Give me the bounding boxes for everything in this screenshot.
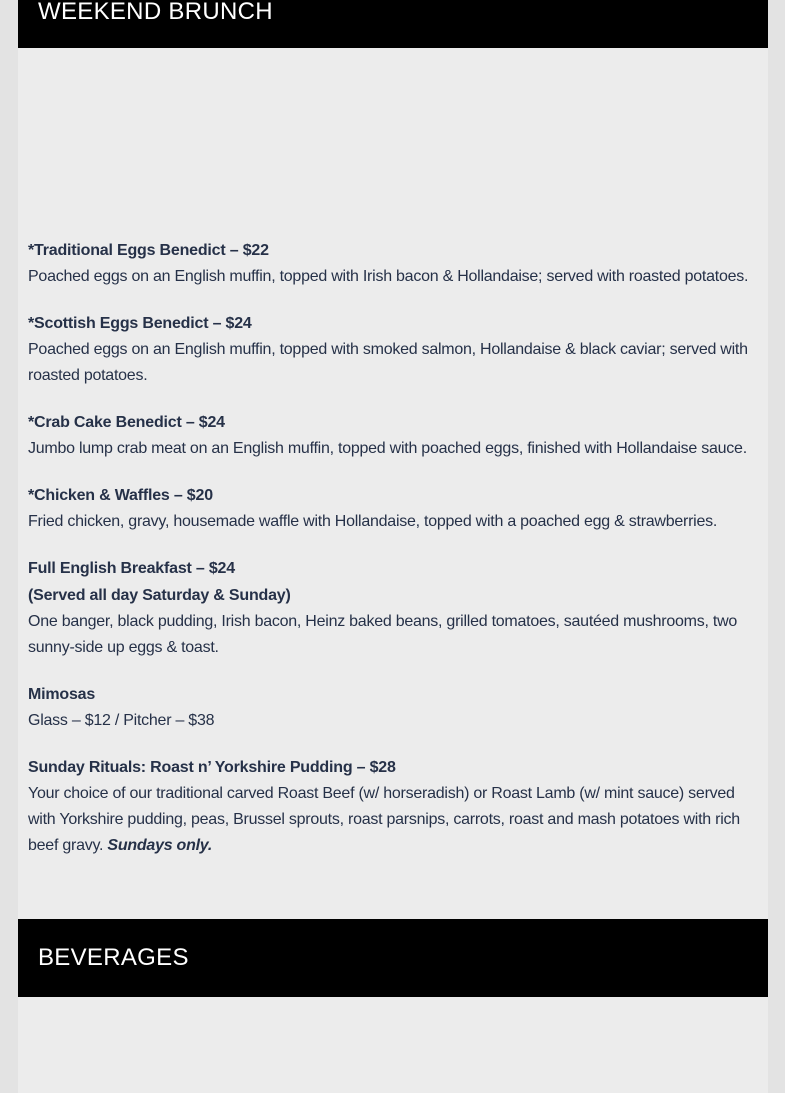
- menu-item-full-english-breakfast: [28, 555, 760, 661]
- beverages-header: [18, 919, 768, 997]
- menu-item-description: Fried chicken, gravy, housemade waffle with Hollandaise, topped with a poached egg & strawberries.: [28, 513, 718, 530]
- menu-item-sunday-rituals: [28, 754, 760, 859]
- menu-item-description: Poached eggs on an English muffin, topped with smoked salmon, Hollandaise & black caviar; served with roasted potatoes.: [28, 341, 748, 384]
- menu-item-traditional-eggs-benedict: [28, 237, 760, 290]
- menu-item-title: *Scottish Eggs Benedict – $24: [28, 315, 252, 332]
- menu-item-scottish-eggs-benedict: [28, 310, 760, 389]
- menu-item-description: [28, 781, 760, 859]
- menu-item-description: Jumbo lump crab meat on an English muffin, topped with poached eggs, finished with Hollandaise sauce.: [28, 440, 747, 457]
- menu-item-description: Poached eggs on an English muffin, topped with Irish bacon & Hollandaise; served with roasted potatoes.: [28, 268, 749, 285]
- menu-item-description: One banger, black pudding, Irish bacon, Heinz baked beans, grilled tomatoes, sautéed mushrooms, two sunny-side up eggs & toast.: [28, 613, 738, 656]
- menu-item-mimosas: [28, 681, 760, 734]
- menu-item-title: *Chicken & Waffles – $20: [28, 487, 213, 504]
- brunch-menu-list: [28, 237, 760, 879]
- beverages-title: BEVERAGES: [38, 944, 189, 971]
- menu-item-description-text: Your choice of our traditional carved Roast Beef (w/ horseradish) or Roast Lamb (w/ mint sauce) served with Yorkshire pudding, peas, Brussel sprouts, roast parsnips, carrots, roast and mash potatoes with rich beef gravy.: [28, 785, 740, 854]
- weekend-brunch-header: [18, 0, 768, 48]
- menu-item-title: *Crab Cake Benedict – $24: [28, 414, 225, 431]
- menu-item-title: Mimosas: [28, 686, 96, 703]
- menu-item-subtitle: (Served all day Saturday & Sunday): [28, 587, 291, 604]
- sundays-only-note: Sundays only.: [107, 837, 213, 854]
- weekend-brunch-title: WEEKEND BRUNCH: [38, 0, 273, 25]
- menu-item-title: *Traditional Eggs Benedict – $22: [28, 242, 269, 259]
- menu-item-crab-cake-benedict: [28, 409, 760, 462]
- menu-item-description: Glass – $12 / Pitcher – $38: [28, 712, 215, 729]
- menu-item-chicken-and-waffles: [28, 482, 760, 535]
- menu-item-title: Full English Breakfast – $24: [28, 560, 235, 577]
- beverages-panel: [18, 997, 768, 1093]
- menu-item-title: Sunday Rituals: Roast n’ Yorkshire Pudding – $28: [28, 759, 396, 776]
